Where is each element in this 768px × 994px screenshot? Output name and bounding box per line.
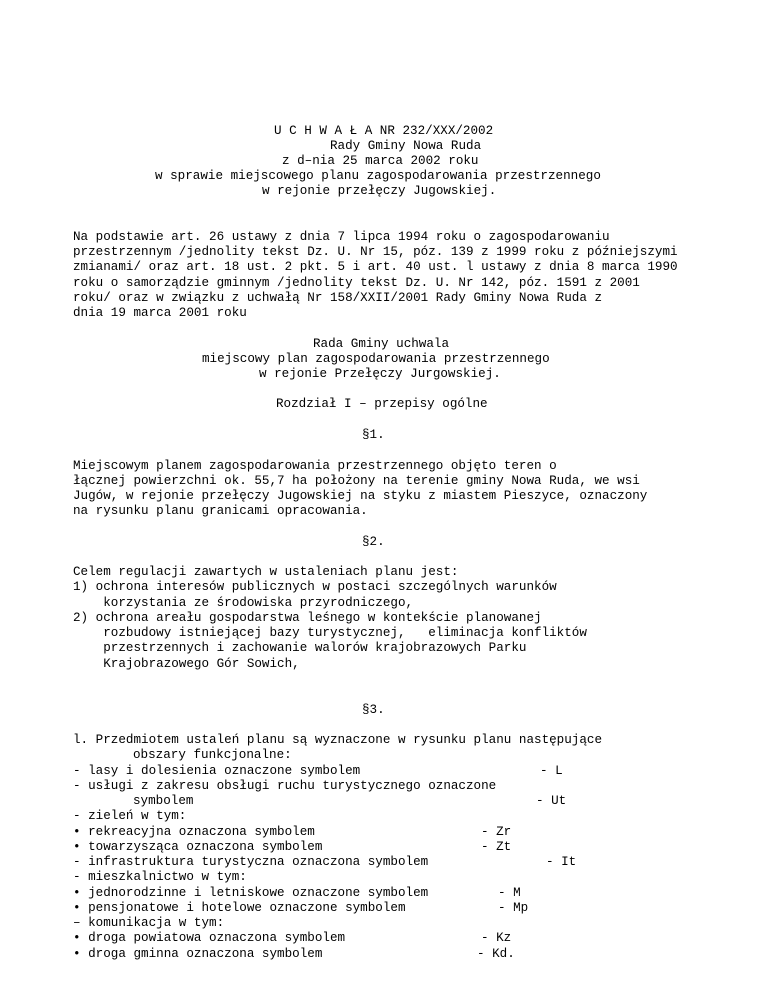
paragraph-2-line: rozbudowy istniejącej bazy turystycznej, eliminacja konfliktów — [73, 626, 587, 640]
subject-line-2: w rejonie przełęczy Jugowskiej. — [262, 184, 497, 198]
list-item-symbol: - Ut — [536, 794, 567, 808]
paragraph-3-heading: §3. — [362, 703, 385, 717]
list-item: symbolem — [133, 794, 194, 808]
preamble-line: roku/ oraz w związku z uchwałą Nr 158/XXII/2001 Rady Gminy Nowa Ruda z — [73, 291, 603, 305]
resolution-line-1: Rada Gminy uchwala — [313, 337, 450, 351]
paragraph-2-line: przestrzennych i zachowanie walorów krajobrazowych Parku — [73, 641, 527, 655]
preamble-line: roku o samorządzie gminnym /jednolity tekst Dz. U. Nr 142, póz. 1591 z 2001 — [73, 276, 640, 290]
paragraph-1-line: Miejscowym planem zagospodarowania przestrzennego objęto teren o — [73, 459, 557, 473]
paragraph-1-line: na rysunku planu granicami opracowania. — [73, 504, 368, 518]
list-item: - infrastruktura turystyczna oznaczona symbolem — [73, 855, 429, 869]
issuer-line: Rady Gminy Nowa Ruda — [330, 139, 482, 153]
preamble-line: dnia 19 marca 2001 roku — [73, 306, 247, 320]
list-item: • droga powiatowa oznaczona symbolem — [73, 931, 346, 945]
paragraph-3-intro: l. Przedmiotem ustaleń planu są wyznaczone w rysunku planu następujące — [73, 733, 603, 747]
list-item-symbol: - L — [540, 764, 563, 778]
paragraph-1-line: Jugów, w rejonie przełęczy Jugowskiej na styku z miastem Pieszyce, oznaczony — [73, 489, 648, 503]
paragraph-1-line: łącznej powierzchni ok. 55,7 ha położony na terenie gminy Nowa Ruda, we wsi — [73, 474, 640, 488]
list-item-symbol: - Mp — [498, 901, 529, 915]
list-item: – komunikacja w tym: — [73, 916, 225, 930]
list-item: - usługi z zakresu obsługi ruchu turystycznego oznaczone — [73, 779, 497, 793]
paragraph-2-line: 2) ochrona areału gospodarstwa leśnego w kontekście planowanej — [73, 611, 542, 625]
preamble-line: Na podstawie art. 26 ustawy z dnia 7 lipca 1994 roku o zagospodarowaniu — [73, 230, 610, 244]
resolution-line-2: miejscowy plan zagospodarowania przestrzennego — [202, 352, 550, 366]
list-item-symbol: - Zr — [481, 825, 512, 839]
paragraph-2-heading: §2. — [362, 535, 385, 549]
chapter-heading: Rozdział I – przepisy ogólne — [276, 397, 488, 411]
list-item: - zieleń w tym: — [73, 809, 187, 823]
list-item-symbol: - M — [498, 886, 521, 900]
paragraph-2-line: Krajobrazowego Gór Sowich, — [73, 657, 300, 671]
list-item: • droga gminna oznaczona symbolem — [73, 947, 323, 961]
subject-line-1: w sprawie miejscowego planu zagospodarowania przestrzennego — [155, 169, 601, 183]
preamble-line: przestrzennym /jednolity tekst Dz. U. Nr 15, póz. 139 z 1999 roku z późniejszymi — [73, 245, 678, 259]
list-item: - mieszkalnictwo w tym: — [73, 870, 247, 884]
resolution-line-3: w rejonie Przełęczy Jurgowskiej. — [259, 367, 501, 381]
paragraph-2-line: Celem regulacji zawartych w ustaleniach planu jest: — [73, 565, 459, 579]
list-item: - lasy i dolesienia oznaczone symbolem — [73, 764, 361, 778]
document-title: U C H W A Ł A NR 232/XXX/2002 — [274, 124, 494, 138]
date-line: z d–nia 25 marca 2002 roku — [282, 154, 479, 168]
list-item-symbol: - Kz — [481, 931, 512, 945]
preamble-line: zmianami/ oraz art. 18 ust. 2 pkt. 5 i art. 40 ust. l ustawy z dnia 8 marca 1990 — [73, 260, 678, 274]
list-item: • rekreacyjna oznaczona symbolem — [73, 825, 315, 839]
list-item: • pensjonatowe i hotelowe oznaczone symbolem — [73, 901, 406, 915]
paragraph-2-line: korzystania ze środowiska przyrodniczego, — [73, 596, 414, 610]
list-item-symbol: - It — [546, 855, 577, 869]
paragraph-3-intro: obszary funkcjonalne: — [133, 748, 292, 762]
paragraph-2-line: 1) ochrona interesów publicznych w postaci szczególnych warunków — [73, 580, 557, 594]
list-item-symbol: - Kd. — [477, 947, 515, 961]
list-item: • towarzysząca oznaczona symbolem — [73, 840, 323, 854]
list-item-symbol: - Zt — [481, 840, 512, 854]
paragraph-1-heading: §1. — [362, 428, 385, 442]
list-item: • jednorodzinne i letniskowe oznaczone symbolem — [73, 886, 429, 900]
